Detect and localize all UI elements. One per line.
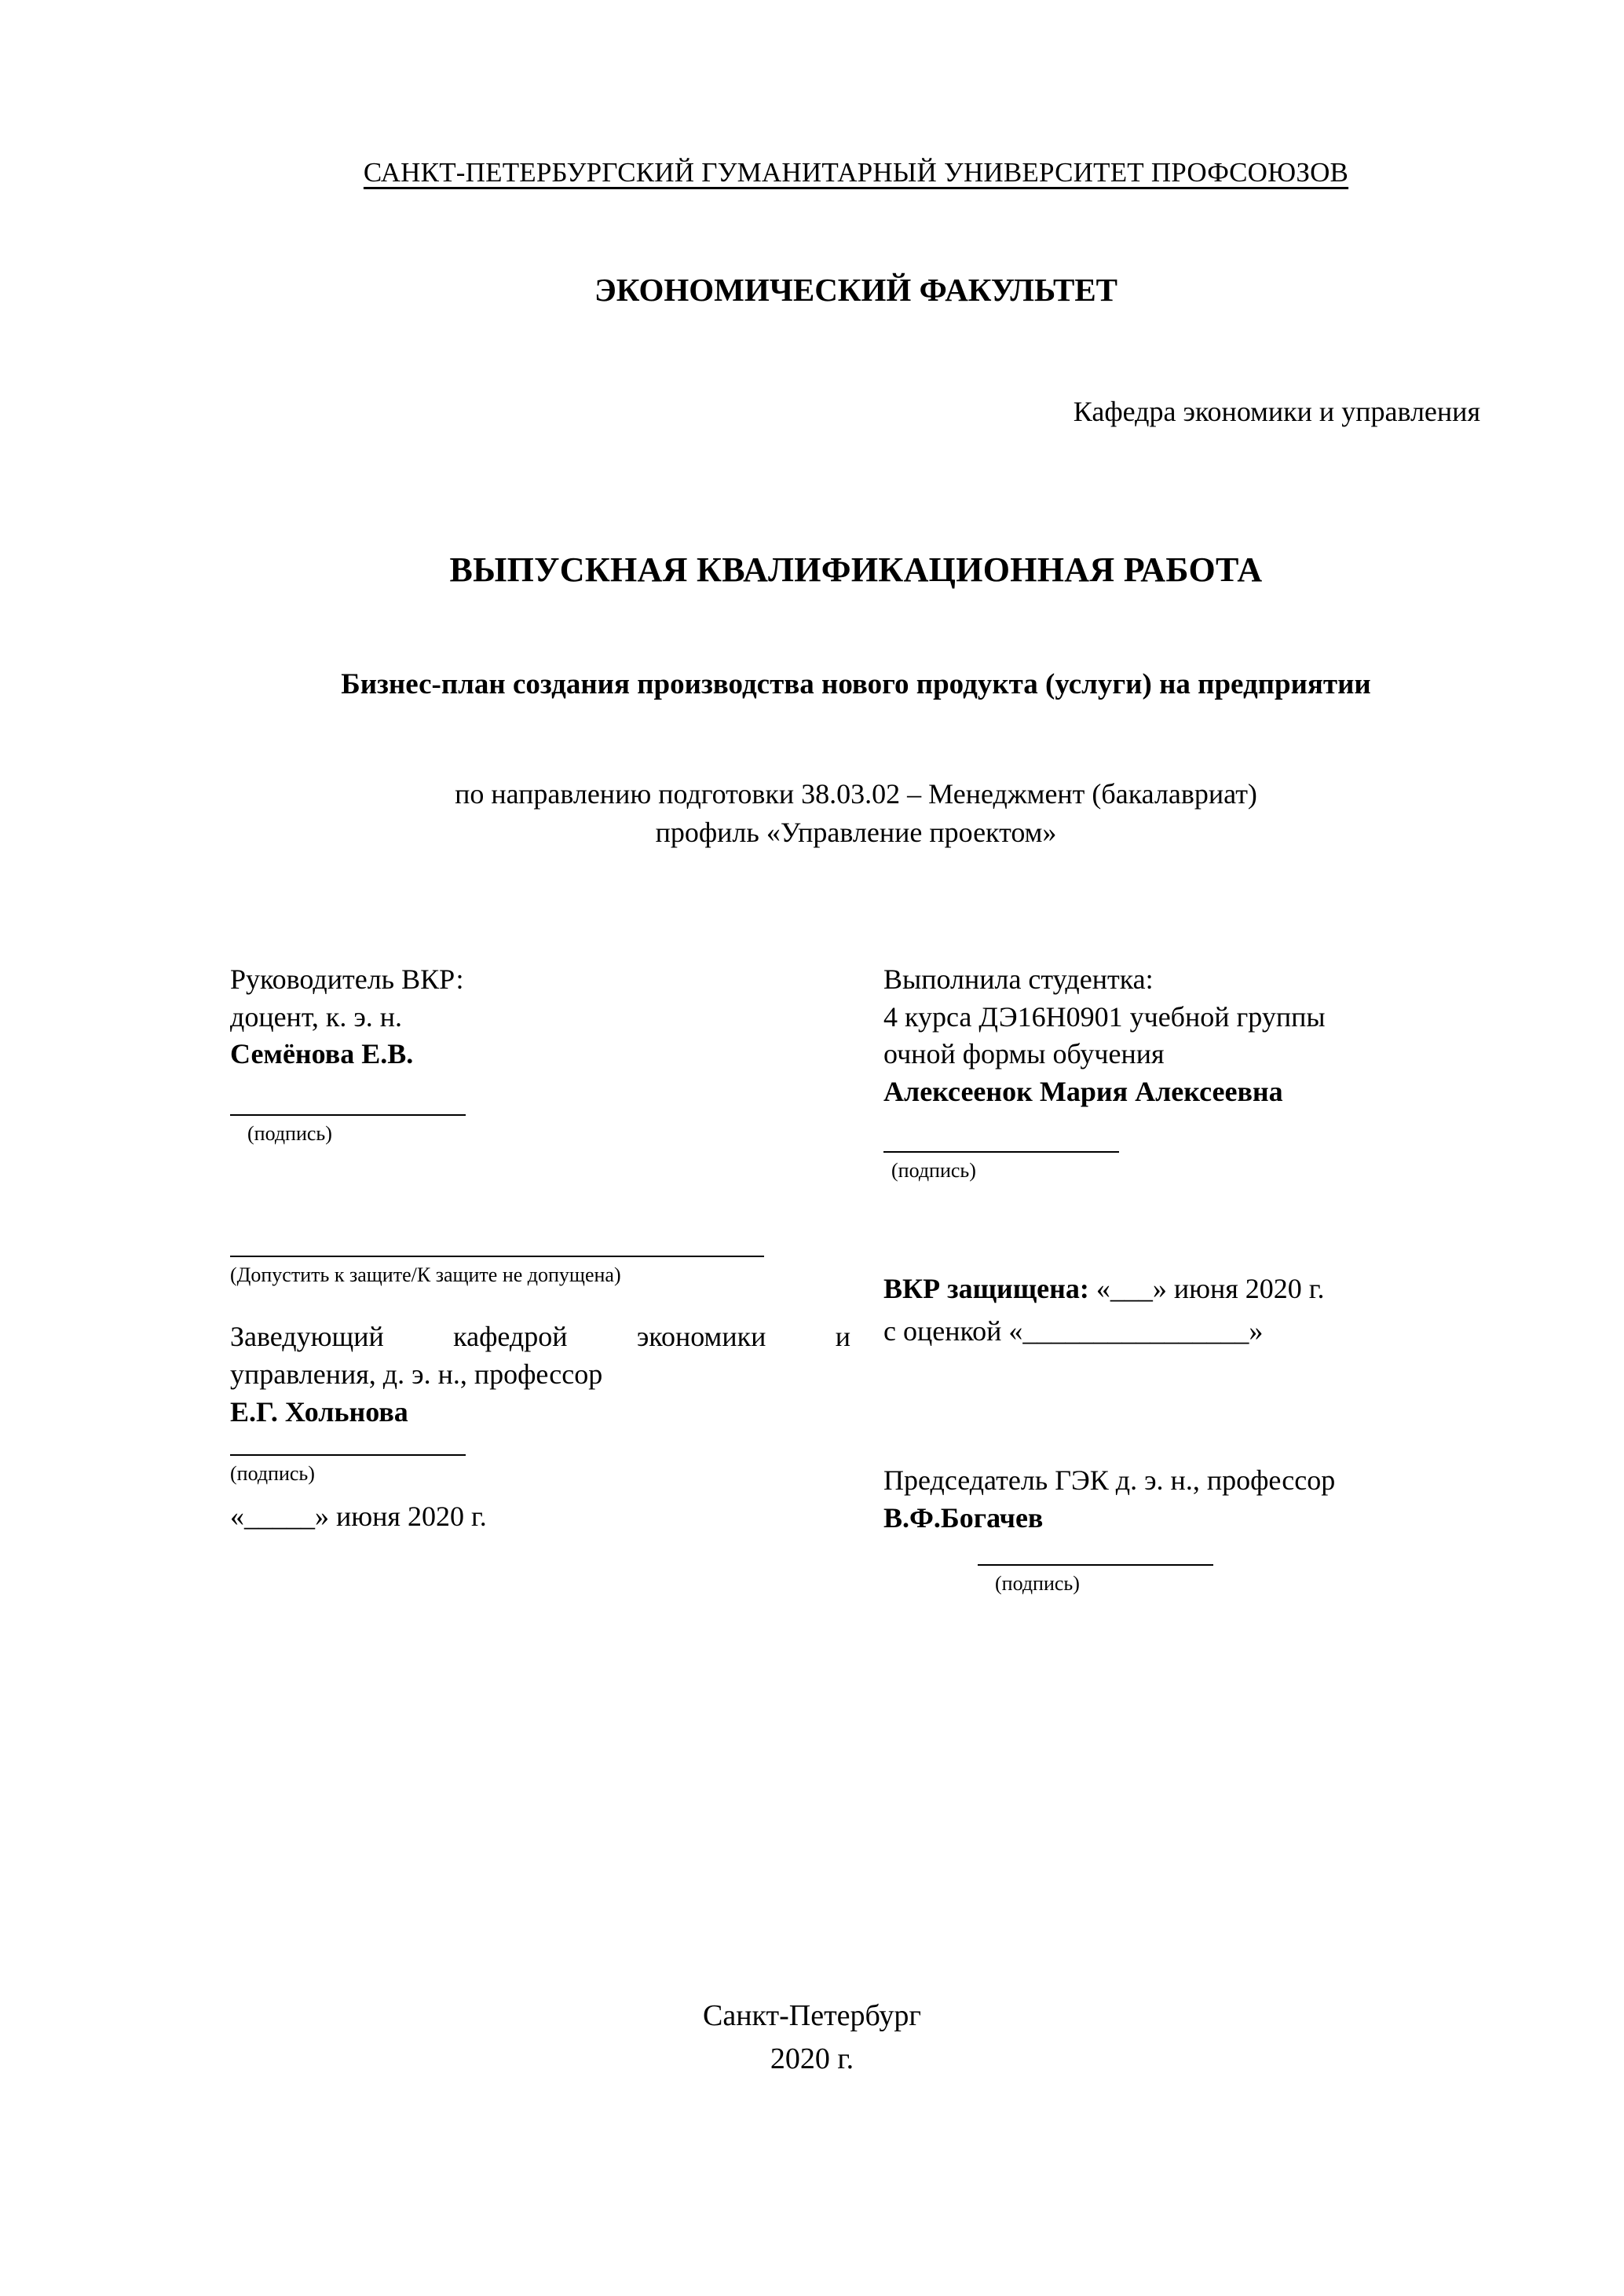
commission-chair-signature-line <box>978 1564 1213 1566</box>
work-title: Бизнес-план создания производства нового продукта (услуги) на предприятии <box>341 668 1371 700</box>
commission-chair-name: В.Ф.Богачев <box>883 1502 1044 1534</box>
head-of-department-signature-caption: (подпись) <box>230 1462 315 1486</box>
supervisor-signature-caption: (подпись) <box>247 1121 332 1145</box>
student-signature-line <box>883 1151 1119 1153</box>
spacer <box>883 1352 1496 1423</box>
supervisor-degree: доцент, к. э. н. <box>230 1000 403 1033</box>
admission-line <box>230 1256 764 1257</box>
supervisor-role: Руководитель ВКР: <box>230 963 464 996</box>
student-name: Алексеенок Мария Алексеевна <box>883 1075 1283 1107</box>
defense-block <box>883 1267 1496 1310</box>
defense-date: «___» июня 2020 г. <box>1095 1273 1325 1305</box>
title-page-content <box>224 157 1488 1595</box>
department-name: Кафедра экономики и управления <box>1073 396 1480 427</box>
head-of-department-line-2: управления, д. э. н., профессор <box>230 1358 603 1390</box>
work-type-heading: ВЫПУСКНАЯ КВАЛИФИКАЦИОННАЯ РАБОТА <box>449 550 1263 589</box>
head-of-department-line-1: Заведующий кафедрой экономики и <box>230 1320 850 1352</box>
supervisor-name: Семёнова Е.В. <box>230 1038 414 1070</box>
commission-chair-role: Председатель ГЭК д. э. н., профессор <box>883 1464 1336 1497</box>
student-role: Выполнила студентка: <box>883 963 1154 996</box>
head-of-department-signature-line <box>230 1454 466 1456</box>
commission-chair-signature-block <box>978 1564 1496 1596</box>
footer-year: 2020 г. <box>770 2042 854 2076</box>
student-form: очной формы обучения <box>883 1038 1165 1070</box>
footer-city: Санкт-Петербург <box>702 1999 922 2032</box>
faculty-name: ЭКОНОМИЧЕСКИЙ ФАКУЛЬТЕТ <box>594 272 1118 308</box>
footer-block <box>0 1994 1624 2081</box>
student-signature-caption: (подпись) <box>891 1159 976 1183</box>
signatures-right-column <box>883 961 1496 1595</box>
supervisor-signature-line <box>230 1114 466 1116</box>
student-group: 4 курса ДЭ16Н0901 учебной группы <box>883 1000 1326 1033</box>
spacer <box>230 1287 850 1318</box>
commission-chair-signature-caption: (подпись) <box>995 1571 1080 1595</box>
admission-caption: (Допустить к защите/К защите не допущена) <box>230 1263 621 1286</box>
spacer <box>883 1423 1496 1462</box>
direction-line-1: по направлению подготовки 38.03.02 – Менеджмент (бакалавриат) <box>455 778 1257 810</box>
defense-label: ВКР защищена: <box>883 1273 1089 1305</box>
head-of-department-date: «_____» июня 2020 г. <box>230 1501 487 1533</box>
signatures-left-column <box>230 961 850 1533</box>
defense-grade: с оценкой «________________» <box>883 1315 1264 1347</box>
head-of-department-name: Е.Г. Хольнова <box>230 1395 408 1428</box>
direction-line-2: профиль «Управление проектом» <box>655 816 1057 848</box>
university-name: САНКТ-ПЕТЕРБУРГСКИЙ ГУМАНИТАРНЫЙ УНИВЕРСИТЕТ ПРОФСОЮЗОВ <box>363 157 1349 188</box>
direction-block <box>224 775 1488 851</box>
